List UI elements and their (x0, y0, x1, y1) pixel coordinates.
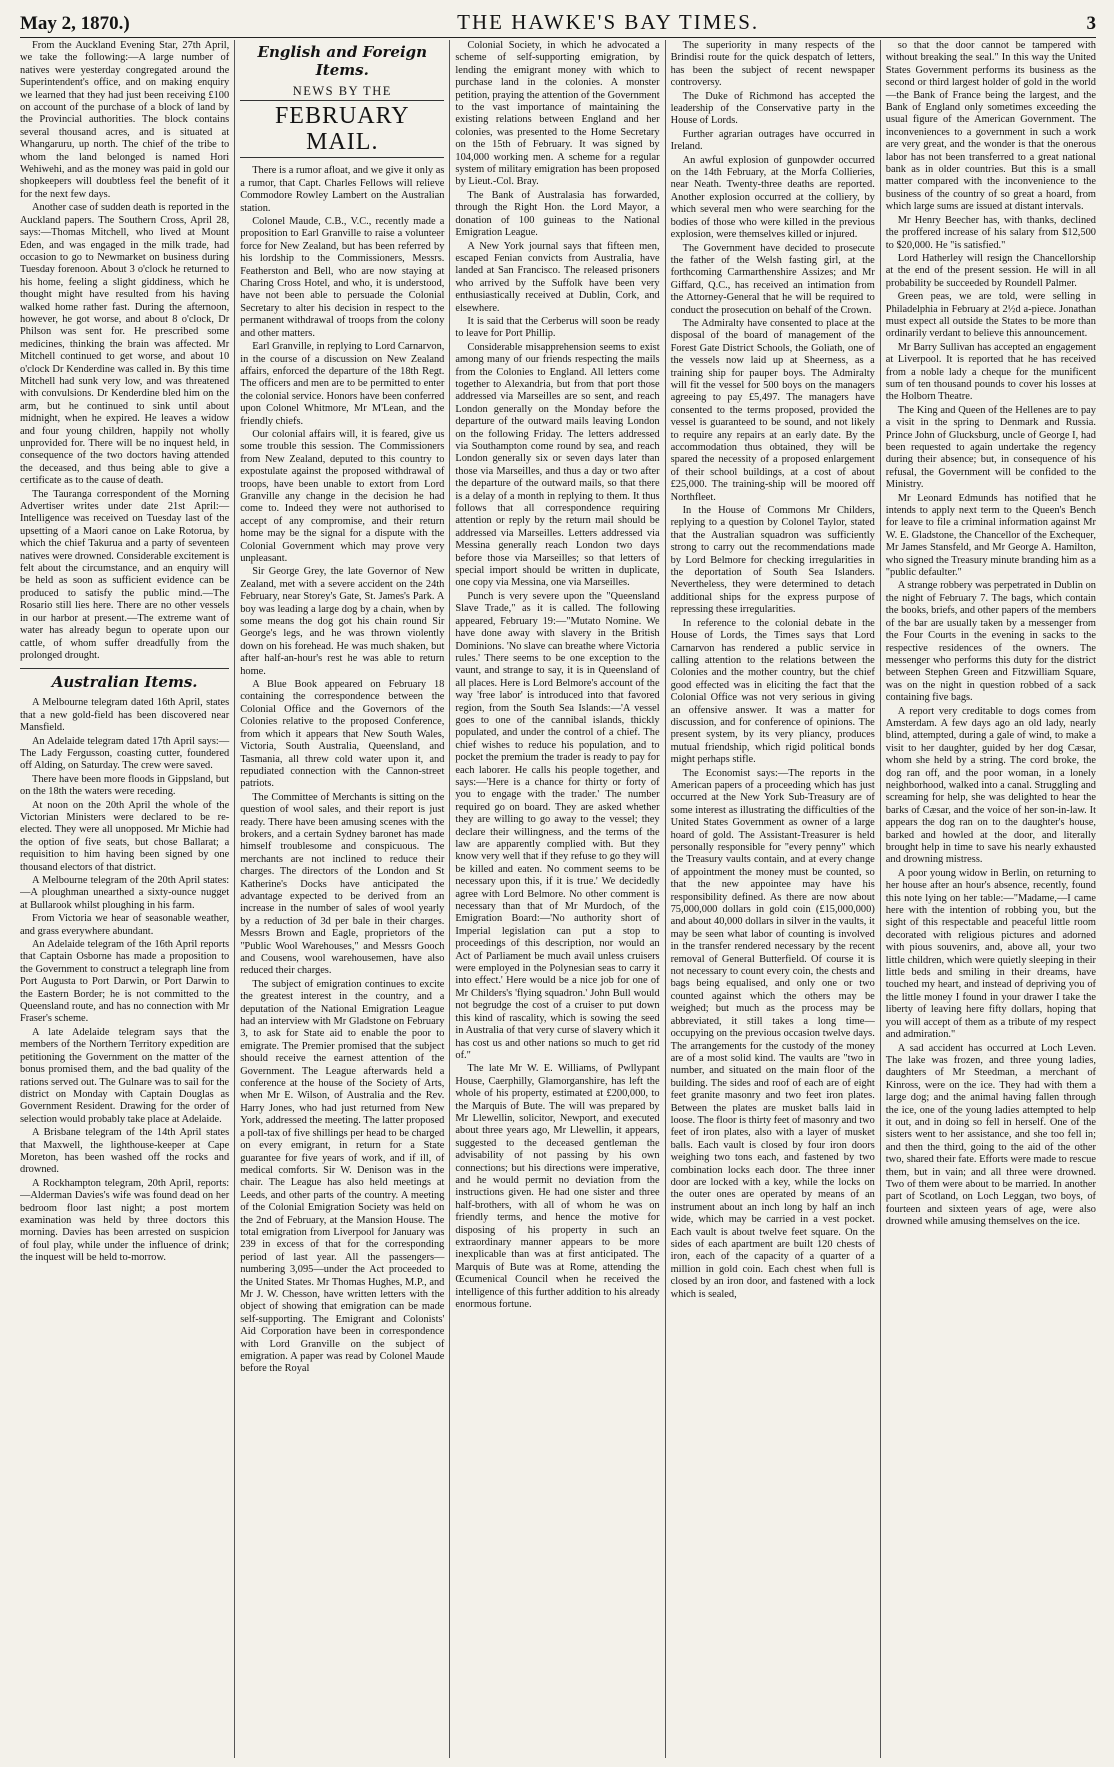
article-paragraph: The Economist says:—The reports in the American papers of a proceeding which has just occurred at the New York Sub-Treasury are of some interest as illustrating the difficulties of the United States Government as owner of a large hoard of gold. The Assistant-Treasurer is held personally responsible for "every penny" which the Treasury vaults contain, and at every change of appointment the money must be counted, so that the new appointee may have his responsibility defined. As there are now about 75,000,000 dollars in gold coin (£15,000,000) and about 40,000 dollars in silver in the vaults, it may be seen what labor of counting is involved in the transfer rendered necessary by the recent removal of General Butterfield. Of course it is not necessary to count every coin, the chests and bags being equalised, and only one or two counted against which the others may be weighed; but much as the process may be abbreviated, it still takes a long time—occupying on the previous occasion twelve days. The arrangements for the custody of the money are of a most solid kind. The vaults are "two in number, and situated on the main floor of the building. The sides and roof of each are of eight feet granite masonry and two feet iron plates. Between the plates are musket balls laid in loose. The floor is thirty feet of masonry and two feet of iron plates, also with a layer of musket balls. Each vault is closed by four iron doors weighing two tons each, and fastened by two combination locks each door. The three inner door are locked with a key, while the locks on the outer ones are operated by means of an instrument about an inch long by half an inch wide, which may be carried in a vest pocket. Each vault is about twelve feet square. On the sides of each apartment are built 120 chests of iron, each of the capacity of a quarter of a million in gold coin. Each chest when full is closed by an iron door, and fastened with a lock which is sealed, (670, 767, 875, 1300)
masthead-rule (20, 37, 1096, 38)
february-mail-heading: FEBRUARY MAIL. (240, 100, 444, 158)
article-paragraph: Earl Granville, in replying to Lord Carnarvon, in the course of a discussion on New Zealand affairs, enforced the departure of the 18th Regt. The officers and men are to be permitted to enter the colonial service. Honors have been conferred upon Colonel Whitmore, Mr M'Lean, and the friendly chiefs. (240, 341, 445, 427)
column-1 (20, 40, 235, 1758)
article-paragraph: The King and Queen of the Hellenes are to pay a visit in the spring to Denmark and Russia. Prince John of Glucksburg, uncle of George I, had been requested to again undertake the regency during their absence; but, in consequence of his refusal, the Government will be confided to the Ministry. (885, 404, 1096, 491)
article-paragraph: An awful explosion of gunpowder occurred on the 14th February, at the Morfa Collieries, near Neath. Twenty-three deaths are reported. Another explosion occurred at the colliery, by which several men who were searching for the bodies of those who were killed in the previous explosion, were themselves killed or injured. (670, 154, 875, 241)
article-paragraph: The Admiralty have consented to place at the disposal of the board of management of the Forest Gate District Schools, the Goliath, one of the vessels now laid up at Sheerness, as a training ship for pauper boys. The Admiralty will fit the vessel for 500 boys on the managers agreeing to pay £5,497. The managers have consented to the terms proposed, provided the vessel is guaranteed to be sound, and not likely to require any repairs at an early date. By the accommodation thus obtained, they will be spared the necessity of a proposed enlargement of their school buildings, at a cost of about £25,000. The training-ship will be moored off Northfleet. (670, 317, 875, 503)
article-paragraph: A Melbourne telegram dated 16th April, states that a new gold-field has been discovered near Mansfield. (20, 697, 230, 734)
article-paragraph: There have been more floods in Gippsland, but on the 18th the waters were receding. (20, 773, 230, 798)
article-paragraph: A New York journal says that fifteen men, escaped Fenian convicts from Australia, have landed at San Francisco. The released prisoners who arrived by the Suffolk have been very enthusiastically received at Dublin, Cork, and elsewhere. (455, 240, 660, 314)
article-paragraph: A late Adelaide telegram says that the members of the Northern Territory expedition are petitioning the Government on the matter of the bonus promised them, and the bad quality of the rations served out. The Gulnare was to sail for the district on Monday with Captain Douglas as Government Resident. Drawing for the order of selection would probably take place at Adelaide. (20, 1026, 230, 1125)
article-paragraph: It is said that the Cerberus will soon be ready to leave for Port Phillip. (455, 315, 660, 340)
article-paragraph: A Brisbane telegram of the 14th April states that Maxwell, the lighthouse-keeper at Cape Moreton, has been washed off the rocks and drowned. (20, 1127, 230, 1176)
masthead (20, 10, 1096, 34)
article-paragraph: In reference to the colonial debate in the House of Lords, the Times says that Lord Carnarvon has rendered a public service in calling attention to the relations between the Colonies and the mother country, but the chief good effected was in eliciting the fact that the Colonial Office was not very serious in giving an offensive answer. It was a matter for discussion, and for conference of opinions. The present system, by its very pliancy, produces mutual friendship, which rigid political bonds might perhaps stifle. (670, 617, 875, 766)
column-3 (450, 40, 665, 1758)
article-paragraph: The late Mr W. E. Williams, of Pwllypant House, Caerphilly, Glamorganshire, has left the whole of his property, estimated at £200,000, to the Marquis of Bute. The will was prepared by Mr Llewellin, solicitor, Newport, and executed about three years ago, Mr Llewellin, it appears, suggested to the deceased gentleman the advisability of not passing by his own connections; but his directions were imperative, and he would permit no deviation from the instructions given. He had one sister and three half-brothers, with all of whom he was on friendly terms, and hence the motive for disposing of his property in such an extraordinary manner appears to be more inexplicable than was at first anticipated. The Marquis of Bute was at Rome, attending the Œcumenical Council when he received the intelligence of this further addition to his already enormous fortune. (455, 1063, 660, 1311)
article-paragraph: The Bank of Australasia has forwarded, through the Right Hon. the Lord Mayor, a donation of 100 guineas to the National Emigration League. (455, 189, 660, 239)
newspaper-title: THE HAWKE'S BAY TIMES. (457, 10, 760, 34)
article-paragraph: An Adelaide telegram dated 17th April says:—The Lady Fergusson, coasting cutter, foundered off Alding, on Saturday. The crew were saved. (20, 735, 230, 772)
issue-date: May 2, 1870.) (20, 13, 130, 34)
article-paragraph: Further agrarian outrages have occurred in Ireland. (670, 128, 875, 153)
article-paragraph: The superiority in many respects of the Brindisi route for the quick despatch of letters, has been the subject of recent newspaper controversy. (670, 40, 875, 89)
article-paragraph: A strange robbery was perpetrated in Dublin on the night of February 7. The bags, which contain the books, briefs, and other papers of the members of the bar are usually taken by a messenger from the Four Courts in the evening in sacks to the respective residences of the owners. The messenger who performs this duty for the district between Stephen Green and Fitzwilliam Square, was on the night in question robbed of a sack containing five bags. (885, 580, 1096, 704)
article-paragraph: The Committee of Merchants is sitting on the question of wool sales, and their report is just ready. There have been amusing scenes with the brokers, and a certain Sydney baronet has made himself troublesome and conspicuous. The merchants are not inclined to reduce their charges. The directors of the London and St Katherine's Docks have anticipated the advantage expected to be derived from an increase in the number of sales of wool yearly by a reduction of 3d per bale in their charges. Messrs Brown and Eagle, proprietors of the "Public Wool Warehouses," and Messrs Gooch and Cousens, wool warehousemen, have also reduced their charges. (240, 791, 445, 977)
article-paragraph: There is a rumor afloat, and we give it only as a rumor, that Capt. Charles Fellows will relieve Commodore Rowley Lambert on the Australian station. (240, 165, 445, 214)
column-4 (666, 40, 881, 1758)
article-paragraph: The Government have decided to prosecute the father of the Welsh fasting girl, at the forthcoming Carmarthenshire Assizes; and Mr Giffard, Q.C., has received an intimation from the Attorney-General that he will be required to conduct the prosecution on behalf of the Crown. (670, 242, 875, 316)
article-paragraph: In the House of Commons Mr Childers, replying to a question by Colonel Taylor, stated that the Australian squadron was sufficiently strong to carry out the recommendations made by Lord Belmore for checking irregularities in the deportation of South Sea Islanders. Nevertheless, they were determined to detach additional ships for the express purpose of repressing these irregularities. (670, 505, 875, 616)
article-paragraph: Our colonial affairs will, it is feared, give us some trouble this session. The Commissioners from New Zealand, deputed to this country to expostulate against the proposed withdrawal of troops, have been unable to extort from Lord Granville any change in the decision he had come to. Indeed they were not authorised to accept of any compromise, and their return home may be the signal for a dispute with the Colonial Government which may prove very unpleasant. (240, 428, 445, 564)
article-paragraph: An Adelaide telegram of the 16th April reports that Captain Osborne has made a proposition to the Government to construct a telegraph line from Port Augusta to Port Darwin, or Port Darwin to the Eastern Border; he is not committed to the Queensland route, and has no connection with Mr Fraser's scheme. (20, 939, 230, 1025)
article-paragraph: The Duke of Richmond has accepted the leadership of the Conservative party in the House of Lords. (670, 90, 875, 127)
article-paragraph: A report very creditable to dogs comes from Amsterdam. A few days ago an old lady, nearly blind, attempted, during a gale of wind, to make a visit to her daughter, guided by her dog Cæsar, whom she held by a string. The cord broke, the dog ran off, and the poor woman, in a lonely neighborhood, walked into a canal. Struggling and screaming for help, she was delighted to hear the barks of Cæsar, and the voice of her son-in-law. It appears the dog ran on to the daughter's house, barked and howled at the door, and literally brought help in time to save his nearly exhausted and drowning mistress. (885, 705, 1096, 866)
article-paragraph: Punch is very severe upon the "Queensland Slave Trade," as it is called. The following appeared, February 19:—"Mutato Nomine. We have done away with slavery in the British Dominions. 'No slave can breathe where Victoria rules.' There seems to be one exception to the vaunt, and strange to say, it is in Queensland of all places. Here is Lord Belmore's account of the way 'free labor' is introduced into that favored region, from the South Sea Islands:—'A vessel goes to one of the cannibal islands, thickly populated, and under the control of a chief. The chief wishes to reduce his population, and to pocket the premium the trader is ready to pay for each laborer. He calls his people together, and says:—'Here is a chance for thirty or forty of you to engage with the trader.' The number required go on board. They are asked whether they are willing to go away to the vessel; they declare their willingness, and the terms of the law are apparently complied with. But they know very well that if they refuse to go they will be killed and eaten. No comment seems to be necessary upon this, if it is true.' We decidedly agree with Lord Belmore. No other comment is necessary than that of Mr Murdoch, of the Emigration Board:—'No authority short of Imperial legislation can put a stop to proceedings of this description, nor would an Act of Parliament be much avail unless cruisers were employed in the Polynesian seas to carry it into effect.' Here would be a nice job for one of Mr Childers's 'flying squadron.' John Bull would not begrudge the cost of a cruiser to put down this kind of rascality, which is sowing the seed in Australia of that very curse of slavery which it has cost us and other nations so much to get rid of." (455, 590, 660, 1061)
article-paragraph: A Rockhampton telegram, 20th April, reports:—Alderman Davies's wife was found dead on her bedroom floor last night; a post mortem examination was held by three doctors this morning. Davies has been arrested on suspicion of foul play, while under the influence of drink; the inquest will be held to-morrow. (20, 1177, 230, 1264)
article-paragraph: A Blue Book appeared on February 18 containing the correspondence between the Colonial Office and the Governors of the Colonies relative to the proposed Conference, from which it appears that New South Wales, Victoria, South Australia, Queensland, and Tasmania, all threw cold water upon it, and repudiated connection with the Cannon-street patriots. (240, 679, 445, 790)
news-by-subheading: NEWS BY THE (292, 84, 392, 98)
column-2 (235, 40, 450, 1758)
article-paragraph: The Tauranga correspondent of the Morning Advertiser writes under date 21st April:—Intelligence was received on Tuesday last of the upsetting of a Maori canoe on Lake Rotorua, by which the chief Takurua and a party of seventeen natives were drowned. Considerable excitement is felt about the circumstance, and an enquiry will be held as soon as sufficient evidence can be produced to satisfy the public mind.—The Rosario still lies here. There are no other vessels in our harbor at present.—The extreme want of water has already begun to operate upon our cattle, of whom suffer dreadfully from the prolonged drought. (20, 488, 230, 661)
page-number: 3 (1086, 13, 1096, 34)
article-paragraph: A poor young widow in Berlin, on returning to her house after an hour's absence, recently, found this note lying on her table:—"Madame,—I came here with the intention of robbing you, but the sight of this respectable and peaceful little room decorated with religious pictures and adorned with pious souvenirs, and, above all, your two little children, which were quietly sleeping in their little beds and smiling in their dreams, have touched my heart, and instead of depriving you of the little money I found in your drawer I take the liberty of leaving here fifty dollars, hoping that you will accept of them as a tribute of my respect and admiration." (885, 867, 1096, 1041)
column-5 (881, 40, 1096, 1758)
section-heading-english-foreign-items: English and Foreign Items. (257, 43, 428, 79)
article-paragraph: At noon on the 20th April the whole of the Victorian Ministers were declared to be re-elected. They were all unopposed. Mr Michie had the option of five seats, but chose Ballarat; a requisition to him having been signed by one thousand electors of that district. (20, 799, 230, 873)
section-divider (20, 668, 229, 669)
article-paragraph: A sad accident has occurred at Loch Leven. The lake was frozen, and three young ladies, daughters of Mr Steedman, a merchant of Kinross, were on the ice. They had with them a large dog; and the animal having fallen through the ice, one of the young ladies attempted to help it out, and in doing so fell in herself. One of the sisters went to her assistance, and she too fell in; and then the third, going to the aid of the other two, shared their fate. Efforts were made to rescue them, but in vain; and all three were drowned. Two of them were about to be married. In another part of Scotland, on Loch Leggan, two boys, of fourteen and sixteen years of age, were also drowned while amusing themselves on the ice. (885, 1042, 1096, 1228)
article-paragraph: so that the door cannot be tampered with without breaking the seal." In this way the United States Government performs its business as the second or third largest holder of gold in the world—the Bank of France being the largest, and the Bank of England only sometimes exceeding the usual figure of the American Government. The inconveniences to a government in such a work are very great, and the wonder is that the onerous labor has not been transferred to a great national bank as in older countries. But this is a small matter compared with the inconvenience to the business of the country of so great a hoard, from which large sums are issued at distant intervals. (885, 40, 1096, 213)
section-heading-australian-items: Australian Items. (51, 673, 198, 692)
article-paragraph: Mr Leonard Edmunds has notified that he intends to apply next term to the Queen's Bench for leave to file a criminal information against Mr W. E. Gladstone, the Chancellor of the Exchequer, Mr James Stansfeld, and Mr George A. Hamilton, who signed the Treasury minute branding him as a "public defaulter." (885, 492, 1096, 579)
article-paragraph: Mr Henry Beecher has, with thanks, declined the proffered increase of his salary from $12,500 to $20,000. He "is satisfied." (885, 214, 1096, 251)
article-paragraph: Another case of sudden death is reported in the Auckland papers. The Southern Cross, April 28, says:—Thomas Mitchell, who lived at Mount Eden, and was engaged in the milk trade, had occasion to go to Newmarket on business during Tuesday forenoon. About 3 o'clock he returned to his home, feeling a slight giddiness, which he thought might have resulted from his having walked home rather fast. During the afternoon, however, he got worse, and about 8 o'clock, Dr Philson was sent for. He prescribed some medicines, thinking the brain was affected. Mr Mitchell continued to get worse, and about 10 o'clock Dr Kenderdine was called in. By this time Mitchell had sunk very low, and was threatened with convulsions. Dr Kenderdine bled him on the arm, but he continued to sink until about midnight, when he expired. He leaves a widow and four young children, happily not wholly unprovided for. There will be no inquest held, in consequence of the two doctors having attended the deceased, and thus being able to give a certificate as to the cause of death. (20, 202, 230, 487)
article-paragraph: Colonel Maude, C.B., V.C., recently made a proposition to Earl Granville to raise a volunteer force for New Zealand, but has been referred by his lordship to the Commissioners, Messrs. Featherston and Bell, who are now staying at Charing Cross Hotel, and who, it is understood, have not been able to persuade the Colonial Secretary to alter his decision in respect to the permanent withdrawal of troops from the colony and other matters. (240, 216, 445, 339)
article-paragraph: Lord Hatherley will resign the Chancellorship at the end of the present session. He will in all probability be succeeded by Roundell Palmer. (885, 252, 1096, 289)
article-paragraph: Sir George Grey, the late Governor of New Zealand, met with a severe accident on the 24th February, near Storey's Gate, St. James's Park. A boy was leading a large dog by a chain, when by some means the dog got his chain round Sir George's legs, and he was thrown violently down on his forehead. He was much shaken, but after half-an-hour's rest he was able to return home. (240, 566, 445, 677)
article-paragraph: Green peas, we are told, were selling in Philadelphia in February at 2½d a-piece. Jonathan must expect all outside the States to be more than ordinarily verdant to believe this announcement. (885, 291, 1096, 340)
article-paragraph: Colonial Society, in which he advocated a scheme of self-supporting emigration, by lending the emigrant money with which to purchase land in the colonies. A monster petition, praying the attention of the Government to the vast importance of maintaining the existing relations between England and her colonies, was presented to the Home Secretary on the 15th of February. It was signed by 104,000 working men. A scheme for a regular system of military emigration has been proposed by Lieut.-Col. Bray. (455, 40, 660, 188)
article-paragraph: From the Auckland Evening Star, 27th April, we take the following:—A large number of natives were yesterday congregated around the Superintendent's office, and on making enquiry we learned that they had just been receiving £100 on account of the purchase of a block of land by the Provincial authorities. The block contains several thousand acres, and is situated at Whangaruru, up north. The chief of the tribe to whom the land belonged is named Hori Wehiwehi, and as the money was paid in gold our shopkeepers will doubtless feel the benefit of it for the next few days. (20, 40, 230, 200)
article-paragraph: The subject of emigration continues to excite the greatest interest in the country, and a deputation of the National Emigration League had an interview with Mr Gladstone on February 3, to ask for State aid to enable the poor to emigrate. The Premier promised that the subject should receive the earnest attention of the Government. The League afterwards held a conference at the house of the Society of Arts, when Mr E. Wilson, of Australia and the Rev. Harry Jones, who had just returned from New York, addressed the meeting. The latter proposed a poll-tax of five shillings per head to be charged on every emigrant, in return for a State guarantee for five years of work, and if ill, of medical comforts. Sir W. Denison was in the chair. The League has also held meetings at Leeds, and other parts of the country. A meeting of the Colonial Emigration Society was held on the 2nd of February, at the Mansion House. The total emigration from Liverpool for January was 239 in excess of that for the corresponding period of last year. All the passengers—numbering 3,095—under the Act proceeded to the United States. Mr Thomas Hughes, M.P., and Mr J. W. Chesson, have written letters with the object of showing that emigration can be made self-supporting. The Emigrant and Colonists' Aid Corporation have been in correspondence with Lord Granville on the subject of emigration. A paper was read by Colonel Maude before the Royal (240, 978, 445, 1375)
article-paragraph: Considerable misapprehension seems to exist among many of our friends respecting the mails from the Colonies to England. All letters come together to Alexandria, but from that port those addressed via Marseilles are so sent, and reach London generally on the Monday before the departure of the outward mails leaving London on the following Friday. The letters addressed via Southampton come round by sea, and reach London generally six or seven days later than those via Marseilles, and thus a day or two after the departure of the outward mails, so that there is a delay of a month in replying to them. It thus follows that all correspondence requiring attention or reply by the return mail should be addressed via Marseilles. Letters addressed via Messina generally reach London two days before those via Marseilles; so that letters of special import should be written in duplicate, one copy via Messina, one via Marseilles. (455, 341, 660, 589)
article-paragraph: Mr Barry Sullivan has accepted an engagement at Liverpool. It is reported that he has received from a noble lady a cheque for the munificent sum of ten thousand pounds to cover his losses at the Holborn Theatre. (885, 341, 1096, 403)
columns (20, 40, 1096, 1758)
article-paragraph: From Victoria we hear of seasonable weather, and grass everywhere abundant. (20, 913, 230, 937)
article-paragraph: A Melbourne telegram of the 20th April states:—A ploughman unearthed a sixty-ounce nugget at Bullarook whilst ploughing in his farm. (20, 875, 230, 911)
